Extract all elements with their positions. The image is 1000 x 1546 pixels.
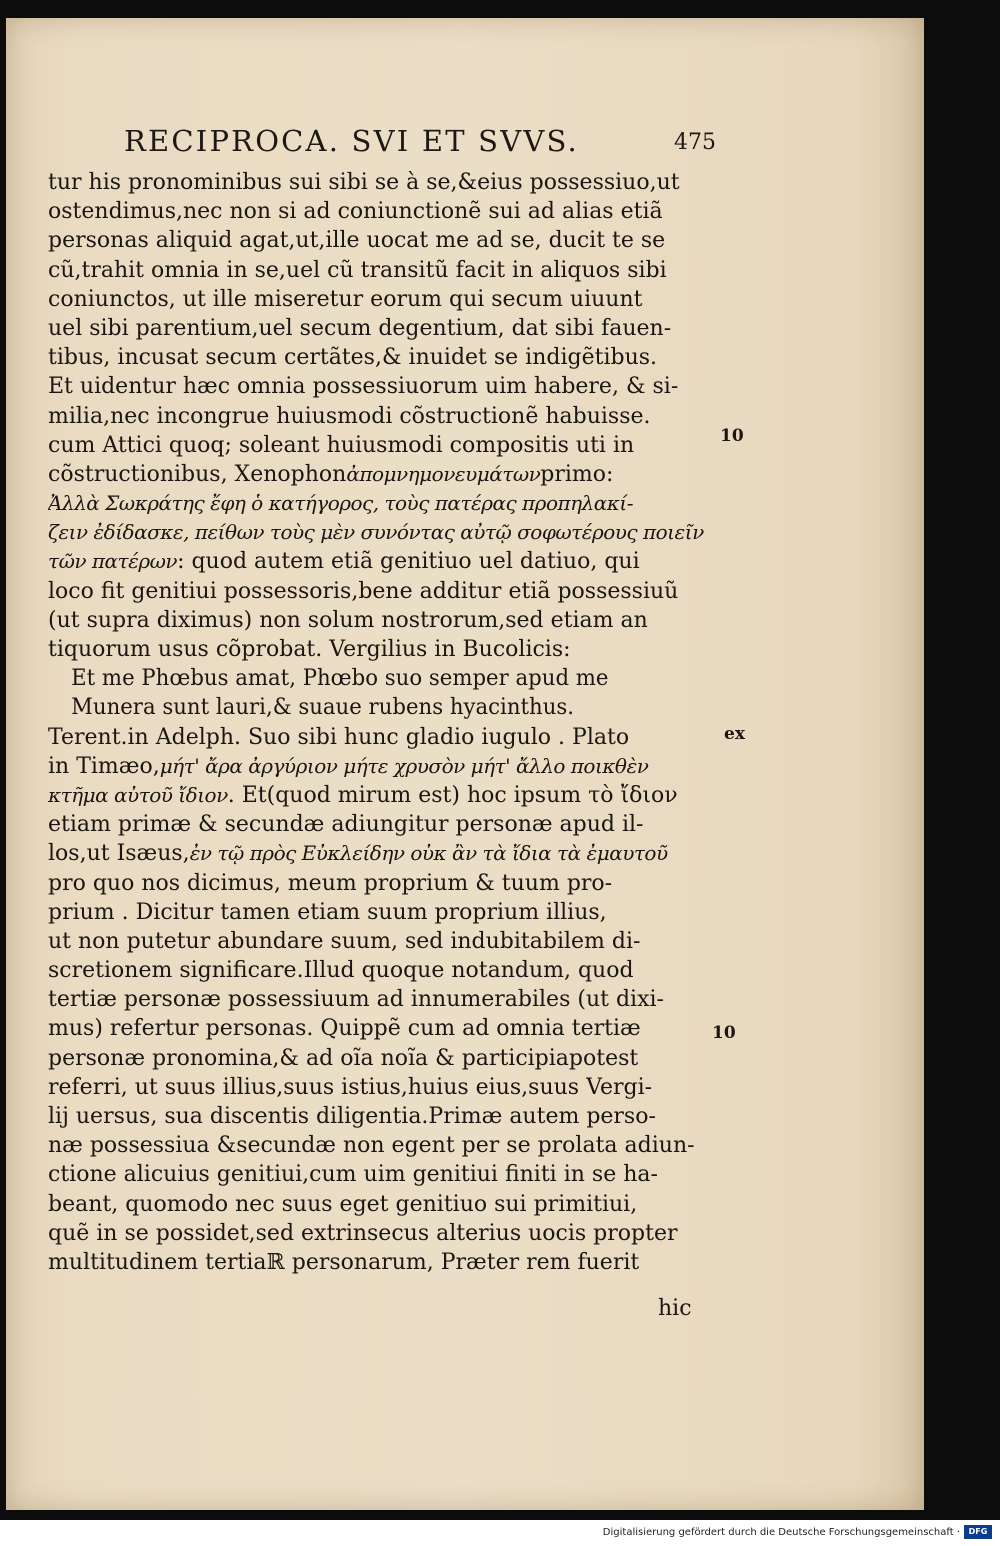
text-line [48, 314, 726, 343]
body-text [48, 168, 726, 1277]
dfg-logo: DFG [964, 1525, 992, 1539]
greek-text: μήτ' ἄρα ἀργύριον μήτε χρυσὸν μήτ' ἄλλο ποικθὲν [159, 753, 649, 778]
text-line [48, 1131, 726, 1160]
text-line [48, 664, 725, 693]
text-line [48, 752, 726, 781]
text-line [48, 256, 726, 285]
latin-text: Et uidentur hæc omnia possessiuorum uim habere, & si- [48, 374, 679, 400]
text-line [48, 577, 726, 606]
latin-text: scretionem significare.Illud quoque notandum, quod [48, 958, 634, 984]
text-line [48, 1190, 726, 1219]
latin-text: Et me Phœbus amat, Phœbo suo semper apud me [71, 666, 609, 692]
text-line [48, 723, 726, 752]
latin-text: ctione alicuius genitiui,cum uim genitiui finiti in se ha- [48, 1162, 658, 1188]
text-line [48, 372, 726, 401]
greek-text: κτῆμα αὐτοῦ ἴδιον [48, 782, 228, 807]
text-line [48, 1044, 726, 1073]
latin-text: mus) refertur personas. Quippẽ cum ad omnia tertiæ [48, 1016, 641, 1042]
latin-text: primo: [540, 461, 614, 487]
text-line [48, 693, 725, 722]
latin-text: cum Attici quoq; soleant huiusmodi compositis uti in [48, 432, 635, 458]
latin-text: in Timæo, [48, 753, 160, 779]
running-head: RECIPROCA. SVI ET SVVS. [124, 124, 579, 158]
latin-text: referri, ut suus illius,suus istius,huius eius,suus Vergi- [48, 1074, 653, 1100]
latin-text: : quod autem etiã genitiuo uel datiuo, qui [177, 549, 640, 575]
latin-text: cũ,trahit omnia in se,uel cũ transitũ facit in aliquos sibi [48, 257, 667, 283]
latin-text: (ut supra diximus) non solum nostrorum,sed etiam an [48, 607, 648, 633]
latin-text: . Et(quod mirum est) hoc ipsum τὸ ἴδιον [227, 782, 678, 808]
latin-text: etiam primæ & secundæ adiungitur personæ apud il- [48, 812, 644, 838]
latin-text: loco fit genitiui possessoris,bene additur etiã possessiuũ [48, 578, 679, 604]
latin-text: pro quo nos dicimus, meum proprium & tuum pro- [48, 870, 613, 896]
footer-bar [0, 1520, 1000, 1546]
latin-text: uel sibi parentium,uel secum degentium, dat sibi fauen- [48, 315, 672, 341]
text-line [48, 606, 726, 635]
text-line [48, 869, 726, 898]
text-line [48, 927, 726, 956]
page-header [124, 124, 714, 168]
text-line [48, 839, 726, 868]
text-line [48, 1014, 726, 1043]
text-line [48, 343, 726, 372]
latin-text: Terent.in Adelph. Suo sibi hunc gladio iugulo . Plato [48, 724, 630, 750]
text-line [48, 635, 726, 664]
text-line [48, 1160, 726, 1189]
text-line [48, 547, 726, 576]
text-line [48, 197, 726, 226]
text-line [48, 781, 726, 810]
latin-text: tertiæ personæ possessiuum ad innumerabiles (ut dixi- [48, 987, 664, 1013]
latin-text: personas aliquid agat,ut,ille uocat me ad se, ducit te se [48, 228, 666, 254]
latin-text: quẽ in se possidet,sed extrinsecus alterius uocis propter [48, 1220, 678, 1246]
latin-text: ostendimus,nec non si ad coniunctionẽ sui ad alias etiã [48, 199, 663, 225]
margin-note-line-number: 10 [720, 426, 744, 446]
latin-text: milia,nec incongrue huiusmodi cõstructionẽ habuisse. [48, 403, 651, 429]
text-line [48, 226, 726, 255]
text-line [48, 1248, 726, 1277]
latin-text: multitudinem tertiaℝ personarum, Præter rem fuerit [48, 1249, 640, 1275]
text-line [48, 810, 726, 839]
margin-note-line-number: 10 [712, 1023, 736, 1043]
funding-credit: Digitalisierung gefördert durch die Deutsche Forschungsgemeinschaft · [602, 1527, 960, 1538]
text-line [48, 285, 726, 314]
text-line [48, 402, 726, 431]
latin-text: Munera sunt lauri,& suaue rubens hyacinthus. [71, 695, 575, 721]
greek-text: ἐν τῷ πρὸς Εὐκλείδην οὐκ ἂν τὰ ἴδια τὰ ἐμαυτοῦ [189, 841, 668, 866]
text-line [48, 956, 726, 985]
latin-text: beant, quomodo nec suus eget genitiuo sui primitiui, [48, 1191, 638, 1217]
greek-text: τῶν πατέρων [48, 549, 178, 574]
book-page [6, 18, 924, 1510]
latin-text: personæ pronomina,& ad oĩa noĩa & participiapotest [48, 1045, 639, 1071]
text-line [48, 460, 726, 489]
latin-text: tur his pronominibus sui sibi se à se,&eius possessiuo,ut [48, 170, 680, 195]
latin-text: næ possessiua &secundæ non egent per se prolata adiun- [48, 1133, 695, 1159]
text-line [48, 985, 726, 1014]
latin-text: tiquorum usus cõprobat. Vergilius in Bucolicis: [48, 637, 571, 662]
text-line [48, 518, 726, 547]
text-line [48, 489, 726, 518]
latin-text: los,ut Isæus, [48, 841, 190, 867]
page-number: 475 [674, 130, 716, 155]
text-line [48, 898, 726, 927]
margin-note-ex: ex [724, 724, 745, 744]
text-line [48, 168, 726, 197]
latin-text: lij uersus, sua discentis diligentia.Primæ autem perso- [48, 1104, 656, 1129]
latin-text: ut non putetur abundare suum, sed indubitabilem di- [48, 928, 641, 954]
greek-text: Ἀλλὰ Σωκράτης ἔφη ὁ κατήγορος, τοὺς πατέρας προπηλακί- [48, 491, 634, 516]
latin-text: tibus, incusat secum certãtes,& inuidet se indigẽtibus. [48, 345, 658, 371]
latin-text: prium . Dicitur tamen etiam suum proprium illius, [48, 899, 607, 925]
text-line [48, 1073, 726, 1102]
latin-text: cõstructionibus, Xenophon [48, 461, 347, 487]
text-line [48, 1102, 726, 1131]
greek-text: ἀπομνημονευμάτων [346, 461, 541, 486]
text-line [48, 1219, 726, 1248]
text-line [48, 431, 726, 460]
latin-text: coniunctos, ut ille miseretur eorum qui secum uiuunt [48, 286, 643, 312]
greek-text: ζειν ἐδίδασκε, πείθων τοὺς μὲν συνόντας αὐτῷ σοφωτέρους ποιεῖν [48, 520, 704, 545]
catchword: hic [658, 1296, 692, 1321]
